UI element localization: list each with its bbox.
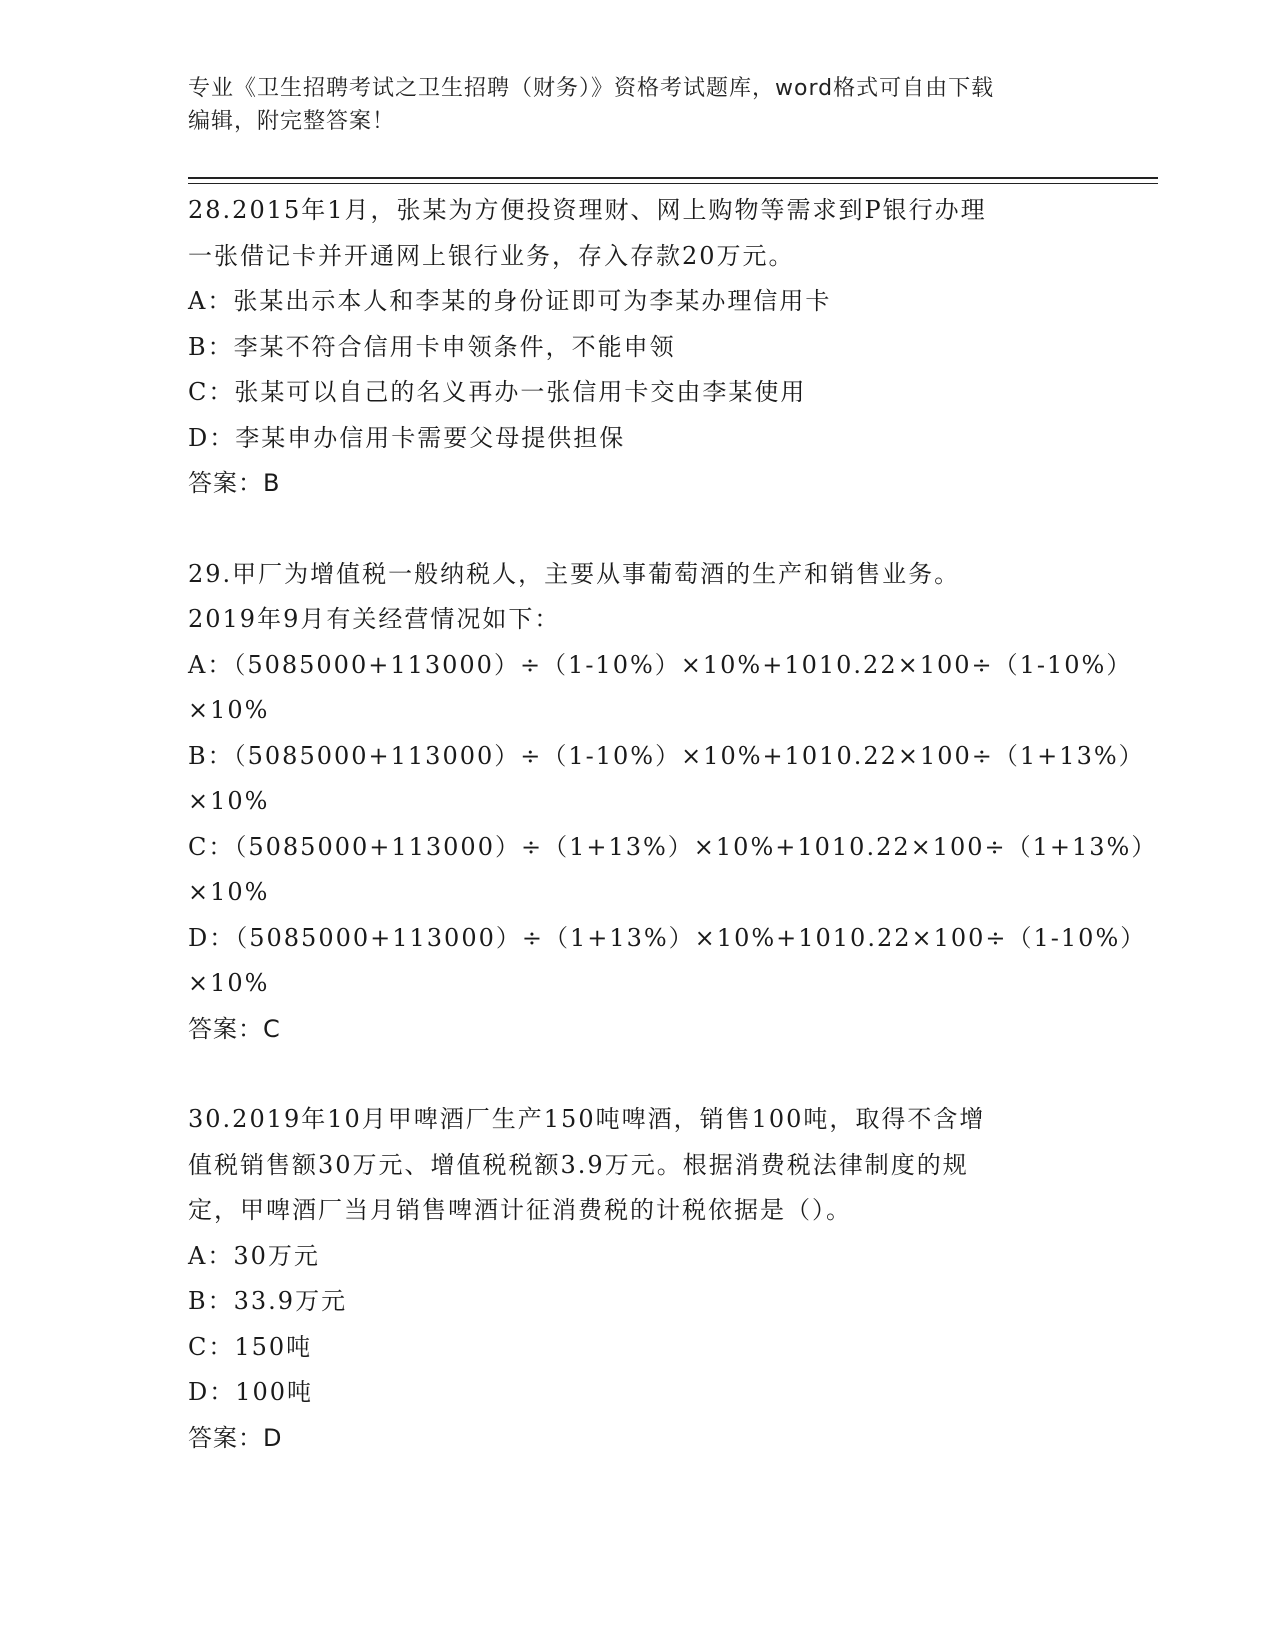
header-divider-thin: [188, 183, 1158, 184]
option-d: D：李某申办信用卡需要父母提供担保: [188, 423, 626, 452]
option-b: B：33.9万元: [188, 1287, 348, 1315]
option-b: B：李某不符合信用卡申领条件，不能申领: [188, 332, 676, 361]
answer-line: 答案：D: [188, 1423, 283, 1452]
option-b: B：（5085000+113000）÷（1-10%）×10%+1010.22×100÷（1+13%）: [188, 741, 1145, 770]
option-a-continued: ×10%: [188, 696, 270, 724]
question-stem-line: 值税销售额30万元、增值税税额3.9万元。根据消费税法律制度的规: [188, 1150, 969, 1179]
answer-line: 答案：B: [188, 469, 281, 497]
header-line-1: 专业《卫生招聘考试之卫生招聘（财务）》资格考试题库，word格式可自由下载: [188, 76, 995, 101]
question-stem-line: 定，甲啤酒厂当月销售啤酒计征消费税的计税依据是（）。: [188, 1196, 852, 1224]
option-d: D：（5085000+113000）÷（1+13%）×10%+1010.22×100÷（1-10%）: [188, 923, 1147, 952]
question-stem-line: 30.2019年10月甲啤酒厂生产150吨啤酒，销售100吨，取得不含增: [188, 1105, 986, 1133]
option-d-continued: ×10%: [188, 969, 270, 997]
option-c: C：（5085000+113000）÷（1+13%）×10%+1010.22×100÷（1+13%）: [188, 832, 1158, 861]
option-a: A：30万元: [188, 1241, 320, 1270]
question-29: [188, 552, 1158, 1053]
header-line-2: 编辑，附完整答案！: [188, 109, 396, 134]
question-28: [188, 188, 1088, 507]
option-c: C：张某可以自己的名义再办一张信用卡交由李某使用: [188, 378, 807, 406]
option-c: C：150吨: [188, 1332, 313, 1361]
answer-line: 答案：C: [188, 1014, 281, 1043]
option-d: D：100吨: [188, 1378, 314, 1406]
question-stem-line: 28.2015年1月，张某为方便投资理财、网上购物等需求到P银行办理: [188, 196, 987, 224]
header-divider-thick: [188, 177, 1158, 179]
document-header: [188, 72, 1088, 138]
question-list: [188, 188, 1158, 1461]
question-stem-line: 一张借记卡并开通网上银行业务，存入存款20万元。: [188, 241, 795, 270]
option-b-continued: ×10%: [188, 787, 270, 815]
question-30: [188, 1097, 1088, 1461]
question-spacer: [188, 1052, 1088, 1097]
option-c-continued: ×10%: [188, 878, 270, 906]
option-a: A：张某出示本人和李某的身份证即可为李某办理信用卡: [188, 287, 832, 315]
question-stem-line: 29.甲厂为增值税一般纳税人，主要从事葡萄酒的生产和销售业务。: [188, 559, 961, 588]
question-stem-line: 2019年9月有关经营情况如下：: [188, 605, 561, 633]
option-a: A：（5085000+113000）÷（1-10%）×10%+1010.22×100÷（1-10%）: [188, 650, 1133, 679]
question-spacer: [188, 507, 1088, 552]
